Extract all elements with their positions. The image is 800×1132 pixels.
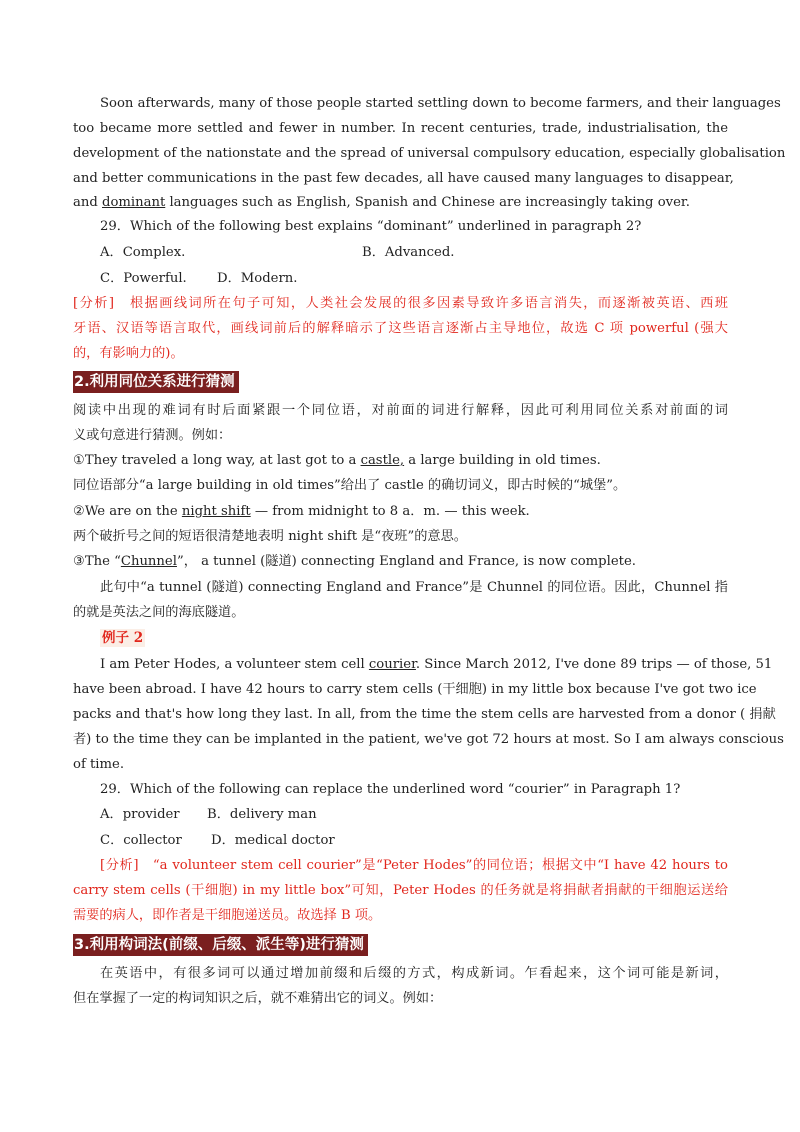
analysis-line: 的，有影响力的)。 bbox=[73, 346, 184, 361]
option-c: C．Powerful. bbox=[100, 271, 187, 286]
passage-line bbox=[100, 656, 773, 674]
text-span: — from midnight to 8 a．m. — this week. bbox=[250, 504, 530, 519]
example-2-note: 两个破折号之间的短语很清楚地表明 night shift 是“夜班”的意思。 bbox=[73, 529, 467, 544]
text-span: a large building in old times. bbox=[404, 453, 601, 468]
passage-line: have been abroad. I have 42 hours to carry stem cells (干细胞) in my little box because I've got two ice bbox=[73, 682, 757, 697]
example-3-note: 此句中“a tunnel (隧道) connecting England and France”是 Chunnel 的同位语。因此，Chunnel 指 bbox=[100, 580, 728, 595]
intro-line: 在英语中，有很多词可以通过增加前缀和后缀的方式，构成新词。乍看起来，这个词可能是新词， bbox=[100, 966, 728, 981]
underlined-word-dominant: dominant bbox=[102, 195, 166, 210]
analysis-line: [分析] “a volunteer stem cell courier”是“Peter Hodes”的同位语；根据文中“I have 42 hours to bbox=[100, 858, 728, 873]
option-b: B．Advanced. bbox=[362, 245, 455, 260]
example-2 bbox=[73, 503, 728, 521]
passage-line: too became more settled and fewer in number. In recent centuries, trade, industrialisation, the bbox=[73, 121, 728, 136]
option-d: D．medical doctor bbox=[211, 833, 335, 848]
intro-line: 但在掌握了一定的构词知识之后，就不难猜出它的词义。例如： bbox=[73, 991, 443, 1006]
text-span: and bbox=[73, 195, 102, 210]
option-b: B．delivery man bbox=[207, 807, 317, 822]
text-span: I am Peter Hodes, a volunteer stem cell bbox=[100, 657, 369, 672]
question-29b: 29．Which of the following can replace the underlined word “courier” in Paragraph 1? bbox=[100, 782, 681, 797]
analysis-line: carry stem cells (干细胞) in my little box”可知，Peter Hodes 的任务就是将捐献者捐献的干细胞运送给 bbox=[73, 883, 728, 898]
passage-line: Soon afterwards, many of those people started settling down to become farmers, and their languages bbox=[100, 96, 781, 111]
example-3 bbox=[73, 553, 728, 571]
underlined-word-castle: castle, bbox=[360, 453, 405, 468]
passage-line: 者) to the time they can be implanted in the patient, we've got 72 hours at most. So I am always conscious bbox=[73, 732, 784, 747]
option-c: C．collector bbox=[100, 833, 182, 848]
intro-line: 阅读中出现的难词有时后面紧跟一个同位语，对前面的词进行解释，因此可利用同位关系对前面的词 bbox=[73, 403, 728, 418]
option-a: A．provider bbox=[100, 807, 180, 822]
section-heading-2: 2.利用同位关系进行猜测 bbox=[73, 371, 239, 393]
underlined-word-chunnel: Chunnel bbox=[120, 554, 177, 569]
text-span: ”， a tunnel (隧道) connecting England and France, is now complete. bbox=[176, 554, 636, 569]
underlined-word-courier: courier bbox=[368, 657, 416, 672]
passage-line: development of the nationstate and the spread of universal compulsory education, especially globalisation bbox=[73, 146, 786, 161]
example-3-note: 的就是英法之间的海底隧道。 bbox=[73, 605, 245, 620]
option-a: A．Complex. bbox=[100, 245, 186, 260]
passage-line: packs and that's how long they last. In all, from the time the stem cells are harvested from a donor ( 捐献 bbox=[73, 707, 776, 722]
passage-line bbox=[73, 194, 728, 212]
example-1-note: 同位语部分“a large building in old times”给出了 castle 的确切词义，即古时候的“城堡”。 bbox=[73, 478, 627, 493]
text-span: ②We are on the bbox=[73, 504, 182, 519]
passage-line: and better communications in the past few decades, all have caused many languages to disappear, bbox=[73, 171, 734, 186]
section-heading-3: 3.利用构词法(前缀、后缀、派生等)进行猜测 bbox=[73, 934, 368, 956]
intro-line: 义或句意进行猜测。例如： bbox=[73, 428, 232, 443]
analysis-line: 需要的病人，即作者是干细胞递送员。故选择 B 项。 bbox=[73, 908, 382, 923]
text-span: ①They traveled a long way, at last got to a bbox=[73, 453, 361, 468]
example-1 bbox=[73, 452, 728, 470]
analysis-line: [分析] 根据画线词所在句子可知，人类社会发展的很多因素导致许多语言消失，而逐渐被英语、西班 bbox=[73, 296, 728, 311]
option-d: D．Modern. bbox=[217, 271, 298, 286]
question-29: 29．Which of the following best explains “dominant” underlined in paragraph 2? bbox=[100, 219, 642, 234]
text-span: . Since March 2012, I've done 89 trips — of those, 51 bbox=[415, 657, 773, 672]
underlined-word-night-shift: night shift bbox=[181, 504, 251, 519]
passage-line: of time. bbox=[73, 757, 125, 772]
text-span: ③The “ bbox=[73, 554, 121, 569]
example-label: 例子 2 bbox=[102, 630, 144, 646]
text-span: languages such as English, Spanish and Chinese are increasingly taking over. bbox=[165, 195, 690, 210]
analysis-line: 牙语、汉语等语言取代，画线词前后的解释暗示了这些语言逐渐占主导地位，故选 C 项 powerful (强大 bbox=[73, 321, 728, 336]
